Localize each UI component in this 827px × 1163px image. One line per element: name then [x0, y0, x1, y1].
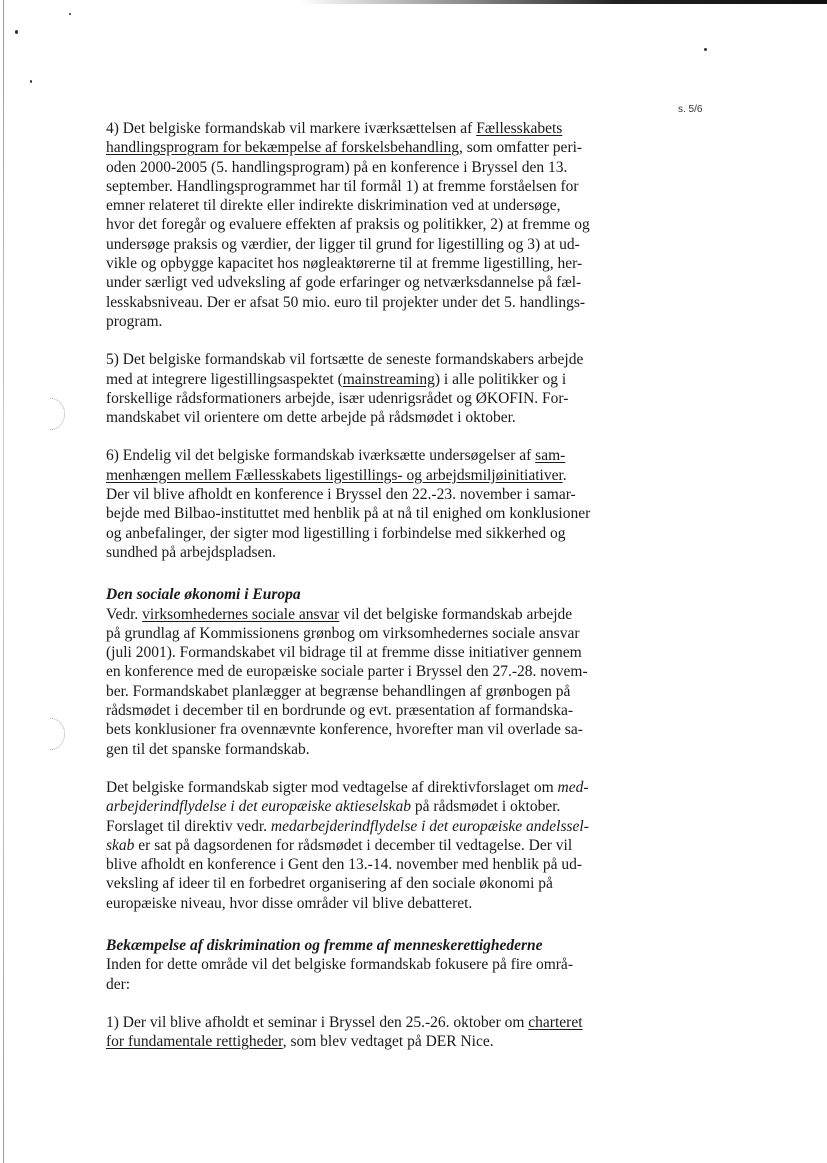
punch-hole-shadow [50, 398, 65, 430]
scan-top-edge [300, 0, 827, 4]
paragraph [106, 446, 630, 562]
text-line: europæiske niveau, hvor disse områder vil blive debatteret. [106, 894, 473, 912]
text-line: Inden for dette område vil det belgiske formandskab fokusere på fire områ- [106, 956, 573, 974]
text-line: hvor det foregår og evaluere effekten af praksis og politikker, 2) at fremme og [106, 216, 590, 234]
paragraph [106, 119, 630, 331]
text-line: Der vil blive afholdt en konference i Bryssel den 22.-23. november i samar- [106, 486, 576, 504]
text-line: september. Handlingsprogrammet har til formål 1) at fremme forståelsen for [106, 177, 579, 195]
text-line: 1) Der vil blive afholdt et seminar i Bryssel den 25.-26. oktober om charteret [106, 1013, 583, 1031]
document-body [106, 119, 630, 1070]
text-line: 6) Endelig vil det belgiske formandskab iværksætte undersøgelser af sam- [106, 447, 566, 465]
text-line: en konference med de europæiske sociale parter i Bryssel den 27.-28. novem- [106, 663, 588, 681]
page-number: s. 5/6 [678, 104, 703, 115]
text-line: arbejderindflydelse i det europæiske aktieselskab på rådsmødet i oktober. [106, 798, 561, 816]
text-line: med at integrere ligestillingsaspektet (mainstreaming) i alle politikker og i [106, 370, 567, 388]
scan-speck [704, 48, 707, 51]
text-line: og anbefalinger, der sigter mod ligestilling i forbindelse med sikkerhed og [106, 524, 566, 542]
paragraph [106, 1013, 630, 1052]
text-line: for fundamentale rettigheder, som blev vedtaget på DER Nice. [106, 1033, 494, 1051]
section-heading: Bekæmpelse af diskrimination og fremme af menneskerettighederne [106, 936, 543, 954]
text-line: blive afholdt en konference i Gent den 13.-14. november med henblik på ud- [106, 856, 583, 874]
text-line: Forslaget til direktiv vedr. medarbejderindflydelse i det europæiske andelssel- [106, 817, 589, 835]
text-line: oden 2000-2005 (5. handlingsprogram) på en konference i Bryssel den 13. [106, 158, 568, 176]
punch-hole-shadow [50, 718, 65, 750]
text-line: der: [106, 975, 131, 993]
paragraph [106, 350, 630, 427]
text-line: (juli 2001). Formandskabet vil bidrage til at fremme disse initiativer gennem [106, 644, 582, 662]
text-line: rådsmødet i december til en bordrunde og evt. præsentation af formandska- [106, 702, 574, 720]
paragraph [106, 955, 630, 994]
text-line: bets konklusioner fra ovennævnte konference, hvorefter man vil overlade sa- [106, 721, 583, 739]
text-line: bejde med Bilbao-instituttet med henblik på at nå til enighed om konklusioner [106, 505, 591, 523]
text-line: program. [106, 312, 163, 330]
text-line: handlingsprogram for bekæmpelse af forskelsbehandling, som omfatter peri- [106, 139, 583, 157]
paragraph [106, 778, 630, 913]
text-line: menhængen mellem Fællesskabets ligestillings- og arbejdsmiljøinitiativer. [106, 466, 567, 484]
text-line: emner relateret til direkte eller indirekte diskrimination ved at undersøge, [106, 197, 561, 215]
scan-margin-line [3, 0, 4, 1163]
text-line: på grundlag af Kommissionens grønbog om virksomhedernes sociale ansvar [106, 624, 580, 642]
text-line: veksling af ideer til en forbedret organisering af den sociale økonomi på [106, 875, 553, 893]
scan-speck [15, 30, 18, 34]
text-line: lesskabsniveau. Der er afsat 50 mio. euro til projekter under det 5. handlings- [106, 293, 586, 311]
text-line: Det belgiske formandskab sigter mod vedtagelse af direktivforslaget om med- [106, 778, 589, 796]
text-line: 5) Det belgiske formandskab vil fortsætte de seneste formandskabers arbejde [106, 351, 584, 369]
text-line: vikle og opbygge kapacitet hos nøgleaktørerne til at fremme ligestilling, her- [106, 255, 583, 273]
text-line: Vedr. virksomhedernes sociale ansvar vil det belgiske formandskab arbejde [106, 605, 573, 623]
text-line: skab er sat på dagsordenen for rådsmødet i december til vedtagelse. Der vil [106, 836, 573, 854]
text-line: under særligt ved udveksling af gode erfaringer og netværksdannelse på fæl- [106, 274, 582, 292]
text-line: gen til det spanske formandskab. [106, 740, 310, 758]
section-heading: Den sociale økonomi i Europa [106, 586, 301, 604]
text-line: ber. Formandskabet planlægger at begrænse behandlingen af grønbogen på [106, 682, 571, 700]
scan-speck [30, 80, 32, 83]
text-line: undersøge praksis og værdier, der ligger til grund for ligestilling og 3) at ud- [106, 235, 580, 253]
scan-speck [69, 13, 71, 15]
text-line: mandskabet vil orientere om dette arbejde på rådsmødet i oktober. [106, 409, 516, 427]
text-line: sundhed på arbejdspladsen. [106, 543, 277, 561]
text-line: forskellige rådsformationers arbejde, især udenrigsrådet og ØKOFIN. For- [106, 389, 569, 407]
paragraph [106, 605, 630, 759]
text-line: 4) Det belgiske formandskab vil markere iværksættelsen af Fællesskabets [106, 120, 563, 137]
